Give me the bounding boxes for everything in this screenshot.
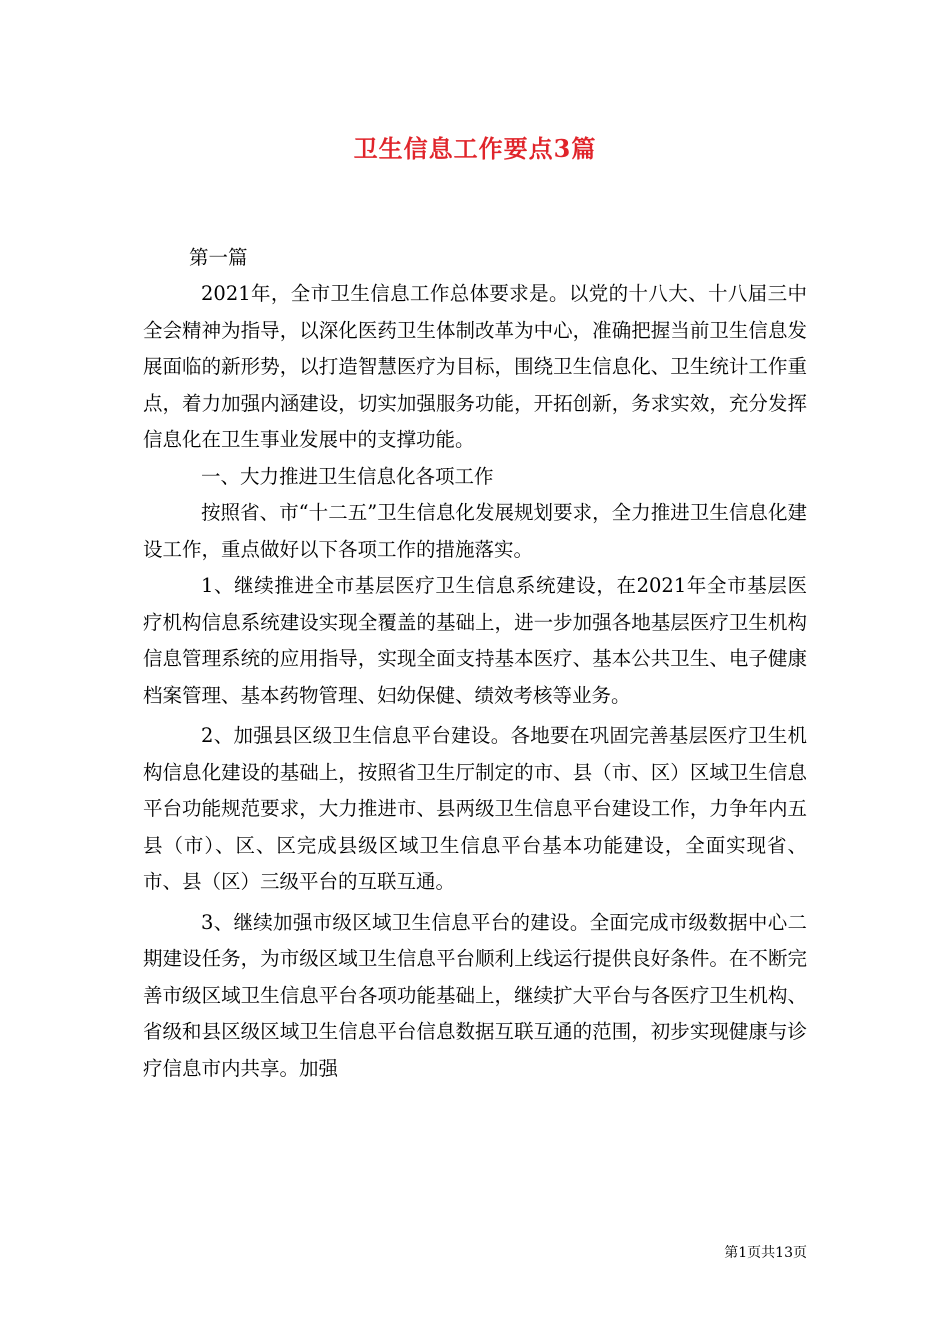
heading-section-one: 一、大力推进卫生信息化各项工作 bbox=[201, 464, 494, 488]
section-label: 第一篇 bbox=[189, 246, 248, 269]
paragraph-item-1: 1、继续推进全市基层医疗卫生信息系统建设，在2021年全市基层医疗机构信息系统建设实现全覆盖的基础上，进一步加强各地基层医疗卫生机构信息管理系统的应用指导，实现全面支持基本医疗、基本公共卫生、电子健康档案管理、基本药物管理、妇幼保健、绩效考核等业务。 bbox=[143, 574, 807, 707]
paragraph-plan: 按照省、市“十二五”卫生信息化发展规划要求，全力推进卫生信息化建设工作，重点做好以下各项工作的措施落实。 bbox=[143, 501, 807, 561]
paragraph-item-2: 2、加强县区级卫生信息平台建设。各地要在巩固完善基层医疗卫生机构信息化建设的基础上，按照省卫生厅制定的市、县（市、区）区域卫生信息平台功能规范要求，大力推进市、县两级卫生信息平台建设工作，力争年内五县（市）、区、区完成县级区域卫生信息平台基本功能建设，全面实现省、市、县（区）三级平台的互联互通。 bbox=[143, 724, 807, 893]
paragraph-item-3: 3、继续加强市级区域卫生信息平台的建设。全面完成市级数据中心二期建设任务，为市级区域卫生信息平台顺利上线运行提供良好条件。在不断完善市级区域卫生信息平台各项功能基础上，继续扩大平台与各医疗卫生机构、省级和县区级区域卫生信息平台信息数据互联互通的范围，初步实现健康与诊疗信息市内共享。加强 bbox=[143, 910, 807, 1080]
document-body bbox=[143, 240, 807, 1087]
document-title: 卫生信息工作要点3篇 bbox=[353, 134, 597, 163]
page-footer: 第1页共13页 bbox=[724, 1245, 807, 1261]
paragraph-intro: 2021年，全市卫生信息工作总体要求是。以党的十八大、十八届三中全会精神为指导，以深化医药卫生体制改革为中心，准确把握当前卫生信息发展面临的新形势，以打造智慧医疗为目标，围绕卫生信息化、卫生统计工作重点，着力加强内涵建设，切实加强服务功能，开拓创新，务求实效，充分发挥信息化在卫生事业发展中的支撑功能。 bbox=[143, 282, 807, 451]
